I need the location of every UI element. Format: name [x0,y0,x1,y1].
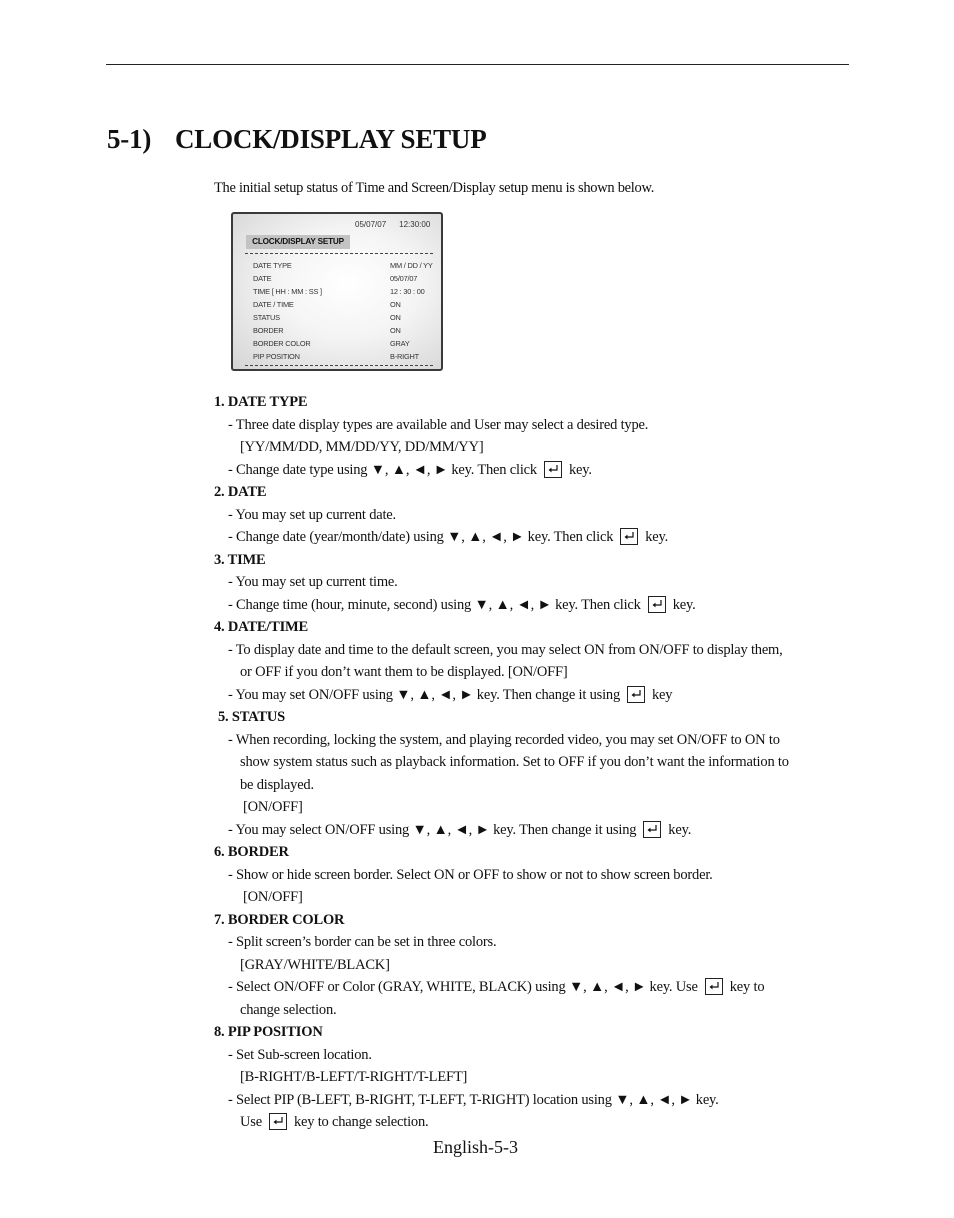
osd-row-value: MM / DD / YY [390,261,433,270]
osd-divider-top [245,253,433,254]
line-text: - You may set up current time. [228,574,398,590]
osd-row-label: DATE TYPE [253,261,292,270]
osd-time: 12:30:00 [399,220,431,229]
item-text [214,954,854,977]
osd-datetime [355,220,430,229]
item-text [214,1066,854,1089]
osd-row-value: 12 : 30 : 00 [390,287,425,296]
item-text [214,504,854,527]
line-text: 6. BORDER [214,844,289,860]
item-text [214,459,854,482]
osd-row [253,337,439,350]
item-text [214,819,854,842]
item-text [214,729,854,752]
osd-row [253,259,439,272]
item-text [214,931,854,954]
osd-settings-list [253,259,439,363]
item-text [214,571,854,594]
line-text: 1. DATE TYPE [214,394,308,410]
osd-row-label: PIP POSITION [253,352,300,361]
section-title-text: CLOCK/DISPLAY SETUP [175,124,487,154]
osd-row-value: ON [390,326,401,335]
item-text [214,684,854,707]
osd-date: 05/07/07 [355,220,387,229]
osd-row [253,311,439,324]
line-text: 2. DATE [214,484,267,500]
enter-key-icon [544,461,562,478]
line-text: 8. PIP POSITION [214,1024,323,1040]
line-text: [GRAY/WHITE/BLACK] [240,956,390,973]
enter-key-icon [705,978,723,995]
line-text: or OFF if you don’t want them to be displayed. [ON/OFF] [240,664,568,680]
item-heading [214,616,854,639]
line-text: change selection. [240,1001,337,1018]
item-heading [214,481,854,504]
item-text [214,1044,854,1067]
line-text-after: key. [645,529,669,545]
item-text [214,526,854,549]
settings-description [214,391,854,1134]
line-text: be displayed. [240,776,314,793]
line-text: 7. BORDER COLOR [214,911,345,928]
osd-row-value: B-RIGHT [390,352,419,361]
line-text: Use [240,1114,262,1130]
item-text [214,751,854,774]
osd-screenshot [231,212,443,371]
line-text: [ON/OFF] [243,799,303,815]
line-text: 3. TIME [214,551,266,568]
enter-key-icon [627,686,645,703]
osd-row-label: BORDER COLOR [253,339,311,348]
line-text: - When recording, locking the system, and playing recorded video, you may set ON/OFF to ON to [228,731,780,748]
osd-row-label: DATE / TIME [253,300,294,309]
item-text [214,1111,854,1134]
osd-row [253,324,439,337]
osd-row-value: 05/07/07 [390,274,418,283]
osd-row-value: ON [390,300,401,309]
item-heading [214,1021,854,1044]
line-text-after: key. [668,821,692,838]
line-text-after: key. [672,596,696,613]
item-text [214,436,854,459]
line-text: - Show or hide screen border. Select ON or OFF to show or not to show screen border. [228,866,713,883]
enter-key-icon [648,596,666,613]
item-text [214,976,854,999]
line-text: - Change time (hour, minute, second) using ▼, ▲, ◄, ► key. Then click [228,596,641,613]
osd-row-value: ON [390,313,401,322]
line-text: - Set Sub-screen location. [228,1046,372,1063]
line-text: - You may set up current date. [228,506,396,523]
enter-key-icon [269,1113,287,1130]
header-rule [106,64,849,65]
osd-divider-bottom [245,365,433,366]
line-text: 5. STATUS [218,709,285,725]
section-title [107,124,487,155]
line-text: - Split screen’s border can be set in three colors. [228,934,497,950]
line-text: - Select PIP (B-LEFT, B-RIGHT, T-LEFT, T-RIGHT) location using ▼, ▲, ◄, ► key. [228,1091,719,1108]
item-text [214,999,854,1022]
osd-row [253,350,439,363]
item-text [214,796,854,819]
item-text [214,864,854,887]
line-text-after: key to change selection. [293,1114,429,1130]
osd-row-label: TIME [ HH : MM : SS ] [253,287,322,296]
item-heading [214,706,854,729]
item-heading [214,909,854,932]
osd-row [253,272,439,285]
osd-row-label: STATUS [253,313,280,322]
item-text [214,414,854,437]
line-text: - Change date type using ▼, ▲, ◄, ► key. Then click [228,461,537,478]
enter-key-icon [620,528,638,545]
line-text: - Select ON/OFF or Color (GRAY, WHITE, BLACK) using ▼, ▲, ◄, ► key. Use [228,979,698,995]
line-text: [B-RIGHT/B-LEFT/T-RIGHT/T-LEFT] [240,1069,468,1085]
line-text-after: key [652,686,673,703]
osd-row-label: BORDER [253,326,284,335]
item-text [214,886,854,909]
item-text [214,661,854,684]
item-text [214,594,854,617]
osd-row [253,298,439,311]
line-text: show system status such as playback information. Set to OFF if you don’t want the information to [240,754,789,770]
item-heading [214,549,854,572]
osd-row-label: DATE [253,274,272,283]
line-text-after: key. [568,461,592,478]
page-footer: English-5-3 [433,1137,518,1157]
line-text: - You may select ON/OFF using ▼, ▲, ◄, ► key. Then change it using [228,821,637,838]
item-text [214,1089,854,1112]
line-text: - Change date (year/month/date) using ▼, ▲, ◄, ► key. Then click [228,529,614,545]
osd-row-value: GRAY [390,339,410,348]
enter-key-icon [643,821,661,838]
osd-row [253,285,439,298]
line-text: [YY/MM/DD, MM/DD/YY, DD/MM/YY] [240,439,484,455]
item-heading [214,841,854,864]
line-text: [ON/OFF] [243,889,303,905]
item-heading [214,391,854,414]
line-text: - Three date display types are available and User may select a desired type. [228,416,649,433]
item-text [214,639,854,662]
osd-menu-title: CLOCK/DISPLAY SETUP [246,235,350,249]
line-text: - You may set ON/OFF using ▼, ▲, ◄, ► key. Then change it using [228,686,620,703]
line-text: 4. DATE/TIME [214,619,309,635]
item-text [214,774,854,797]
line-text-after: key to [729,979,765,995]
intro-text: The initial setup status of Time and Screen/Display setup menu is shown below. [214,180,655,196]
section-number: 5-1) [107,124,152,154]
line-text: - To display date and time to the default screen, you may select ON from ON/OFF to display them, [228,641,783,658]
